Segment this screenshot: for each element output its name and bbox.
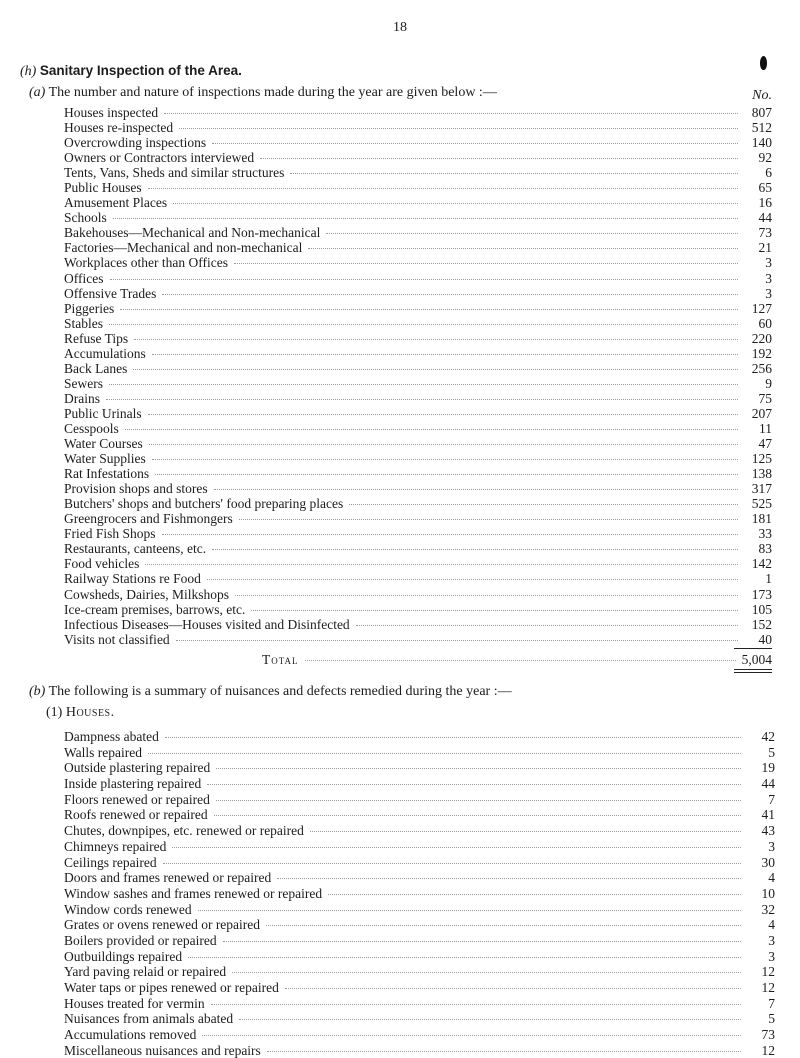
leader-dots (285, 988, 741, 989)
inspection-row (64, 255, 772, 270)
leader-dots (251, 610, 738, 611)
row-value: 256 (751, 360, 772, 376)
leader-dots (110, 279, 739, 280)
row-label: Ceilings repaired (64, 854, 157, 870)
leader-dots (148, 188, 738, 189)
inspection-row (64, 376, 772, 391)
inspection-row (64, 165, 772, 180)
row-value: 7 (768, 995, 775, 1011)
row-value: 12 (761, 1042, 775, 1058)
leader-dots (148, 414, 738, 415)
leader-dots (148, 753, 741, 754)
part-a-intro (29, 85, 497, 101)
inspection-row-line (64, 180, 772, 195)
leader-dots (216, 800, 741, 801)
row-value: 30 (761, 854, 775, 870)
inspection-row (64, 225, 772, 240)
leader-dots (173, 203, 738, 204)
row-value: 140 (751, 135, 772, 151)
subsection-heading (46, 705, 115, 721)
leader-dots (172, 847, 741, 848)
row-label: Inside plastering repaired (64, 776, 202, 792)
row-label: Piggeries (64, 300, 115, 316)
inspection-row (64, 556, 772, 571)
part-b-intro-text: The following is a summary of nuisances and defects remedied during the year :— (48, 684, 512, 699)
row-value: 75 (758, 390, 772, 406)
inspection-row-line (64, 225, 772, 240)
row-label: Sewers (64, 375, 103, 391)
row-value: 3 (765, 255, 772, 271)
row-label: Back Lanes (64, 360, 128, 376)
row-label: Floors renewed or repaired (64, 791, 210, 807)
row-value: 207 (751, 405, 772, 421)
inspection-row (64, 511, 772, 526)
ink-mark (760, 56, 767, 70)
leader-dots (290, 173, 738, 174)
inspection-row (64, 617, 772, 632)
row-label: Butchers' shops and butchers' food preparing places (64, 496, 344, 512)
leader-dots (212, 143, 738, 144)
leader-dots (133, 369, 738, 370)
row-value: 60 (758, 315, 772, 331)
inspection-row-line (64, 255, 772, 270)
row-label: Amusement Places (64, 195, 168, 211)
row-label: Greengrocers and Fishmongers (64, 511, 233, 527)
row-label: Water taps or pipes renewed or repaired (64, 980, 279, 995)
inspections-list (64, 105, 772, 647)
inspection-row-line (64, 511, 772, 526)
nuisances-list (64, 723, 775, 1058)
inspection-row (64, 406, 772, 421)
inspection-row-line (64, 451, 772, 466)
row-label: Ice-cream premises, barrows, etc. (64, 601, 246, 617)
row-label: Owners or Contractors interviewed (64, 150, 255, 166)
inspection-row (64, 316, 772, 331)
row-value: 4 (768, 870, 775, 886)
row-label: Grates or ovens renewed or repaired (64, 917, 261, 933)
leader-dots (149, 444, 738, 445)
leader-dots (239, 519, 738, 520)
row-label: Public Urinals (64, 405, 142, 421)
leader-dots (349, 504, 738, 505)
leader-dots (125, 429, 738, 430)
total-rule (734, 648, 772, 649)
row-label: Accumulations removed (64, 1027, 197, 1043)
total-label: Total (262, 652, 299, 667)
row-value: 9 (765, 375, 772, 391)
inspection-row (64, 587, 772, 602)
inspection-row (64, 481, 772, 496)
inspection-row (64, 602, 772, 617)
row-label: Stables (64, 315, 103, 331)
row-value: 32 (761, 901, 775, 917)
page-number: 18 (393, 20, 407, 35)
leader-dots (308, 248, 738, 249)
leader-dots (188, 957, 741, 958)
inspection-row-line (64, 556, 772, 571)
inspection-row-line (64, 286, 772, 301)
leader-dots (145, 564, 738, 565)
inspection-row-line (64, 376, 772, 391)
inspection-row-line (64, 165, 772, 180)
inspection-row (64, 496, 772, 511)
row-label: Drains (64, 390, 100, 406)
row-value: 173 (751, 586, 772, 602)
row-value: 42 (761, 729, 775, 744)
inspection-row (64, 391, 772, 406)
row-value: 44 (761, 776, 775, 792)
row-label: Yard paving relaid or repaired (64, 964, 227, 980)
row-value: 3 (765, 270, 772, 286)
row-label: Roofs renewed or repaired (64, 807, 208, 823)
row-label: Nuisances from animals abated (64, 1011, 234, 1027)
row-value: 4 (768, 917, 775, 933)
row-label: Chutes, downpipes, etc. renewed or repaired (64, 823, 304, 839)
inspection-row-line (64, 271, 772, 286)
leader-dots (162, 294, 738, 295)
row-value: 73 (761, 1027, 775, 1043)
leader-dots (152, 459, 738, 460)
inspection-row-line (64, 316, 772, 331)
leader-dots (106, 399, 738, 400)
part-b-letter: (b) (29, 684, 46, 699)
inspection-row-line (64, 135, 772, 150)
inspection-row (64, 210, 772, 225)
row-value: 3 (768, 948, 775, 964)
row-value: 40 (758, 631, 772, 647)
row-label: Tents, Vans, Sheds and similar structures (64, 165, 285, 181)
row-label: Outbuildings repaired (64, 948, 183, 964)
row-label: Refuse Tips (64, 330, 129, 346)
section-letter: (h) (20, 64, 37, 79)
row-label: Offices (64, 270, 104, 286)
leader-dots (109, 324, 738, 325)
row-label: Infectious Diseases—Houses visited and Disinfected (64, 616, 350, 632)
leader-dots (198, 910, 741, 911)
inspection-row-line (64, 331, 772, 346)
inspection-row (64, 195, 772, 210)
row-value: 3 (768, 932, 775, 948)
row-value: 44 (758, 210, 772, 226)
row-label: Overcrowding inspections (64, 135, 207, 151)
inspection-row-line (64, 541, 772, 556)
leader-dots (260, 158, 738, 159)
row-value: 16 (758, 195, 772, 211)
leader-dots (207, 784, 741, 785)
row-value: 192 (751, 345, 772, 361)
subsection-number: (1) (46, 705, 63, 720)
row-label: Bakehouses—Mechanical and Non-mechanical (64, 225, 321, 241)
leader-dots (165, 737, 741, 738)
inspection-row-line (64, 301, 772, 316)
inspection-row (64, 135, 772, 150)
leader-dots (267, 1051, 741, 1052)
row-value: 512 (751, 120, 772, 136)
inspection-row-line (64, 120, 772, 135)
inspection-row (64, 541, 772, 556)
row-value: 807 (751, 105, 772, 120)
row-label: Workplaces other than Offices (64, 255, 228, 271)
row-label: Public Houses (64, 180, 142, 196)
row-value: 12 (761, 980, 775, 995)
leader-dots (214, 815, 741, 816)
row-label: Restaurants, canteens, etc. (64, 541, 207, 557)
row-label: Railway Stations re Food (64, 571, 201, 587)
row-label: Houses inspected (64, 105, 159, 120)
inspection-row (64, 346, 772, 361)
row-label: Miscellaneous nuisances and repairs (64, 1042, 261, 1058)
inspection-row-line (64, 391, 772, 406)
part-b-intro (29, 684, 512, 700)
inspection-row-line (64, 496, 772, 511)
row-value: 5 (768, 1011, 775, 1027)
column-header-no: No. (752, 88, 772, 103)
row-value: 125 (751, 451, 772, 467)
row-value: 21 (758, 240, 772, 256)
leader-dots (234, 263, 738, 264)
inspection-row-line (64, 571, 772, 586)
leader-dots (163, 863, 741, 864)
inspection-row (64, 571, 772, 586)
nuisance-row (64, 864, 775, 886)
section-heading: Sanitary Inspection of the Area. (39, 63, 242, 78)
leader-dots (212, 549, 738, 550)
inspection-row-line (64, 361, 772, 376)
leader-dots (207, 579, 738, 580)
leader-dots (328, 894, 741, 895)
inspection-row (64, 150, 772, 165)
nuisance-row (64, 739, 775, 760)
row-label: Houses treated for vermin (64, 995, 205, 1011)
leader-dots (202, 1035, 741, 1036)
leader-dots (164, 113, 738, 114)
row-label: Water Courses (64, 436, 143, 452)
inspection-row-line (64, 526, 772, 541)
inspection-row-line (64, 346, 772, 361)
inspection-row-line (64, 240, 772, 255)
row-value: 5 (768, 744, 775, 760)
inspection-row (64, 286, 772, 301)
inspection-row (64, 105, 772, 120)
leader-dots (179, 128, 738, 129)
inspection-row-line (64, 617, 772, 632)
row-value: 41 (761, 807, 775, 823)
inspection-row-line (64, 466, 772, 481)
inspection-row (64, 421, 772, 436)
row-value: 105 (751, 601, 772, 617)
row-value: 47 (758, 436, 772, 452)
nuisance-row (64, 754, 775, 776)
inspection-row (64, 632, 772, 647)
row-label: Food vehicles (64, 556, 140, 572)
inspection-row-line (64, 150, 772, 165)
inspection-row (64, 451, 772, 466)
row-value: 65 (758, 180, 772, 196)
leader-dots (356, 625, 738, 626)
row-label: Rat Infestations (64, 466, 150, 482)
row-value: 11 (759, 420, 772, 436)
row-value: 127 (751, 300, 772, 316)
row-value: 83 (758, 541, 772, 557)
total-double-rule (734, 669, 772, 673)
part-a-intro-text: The number and nature of inspections made during the year are given below :— (48, 85, 497, 100)
row-value: 142 (751, 556, 772, 572)
leader-dots (162, 534, 738, 535)
row-label: Schools (64, 210, 107, 226)
inspection-row-line (64, 105, 772, 120)
row-value: 19 (761, 760, 775, 776)
total-leader-dots (305, 660, 736, 661)
nuisance-row (64, 849, 775, 870)
row-label: Houses re-inspected (64, 120, 174, 136)
row-label: Fried Fish Shops (64, 526, 156, 542)
row-value: 73 (758, 225, 772, 241)
row-label: Offensive Trades (64, 285, 157, 301)
leader-dots (232, 972, 741, 973)
leader-dots (310, 831, 741, 832)
leader-dots (239, 1019, 741, 1020)
leader-dots (120, 309, 738, 310)
inspection-row-line (64, 406, 772, 421)
leader-dots (211, 1004, 741, 1005)
row-value: 525 (751, 496, 772, 512)
leader-dots (235, 595, 738, 596)
row-label: Outside plastering repaired (64, 760, 211, 776)
row-value: 138 (751, 466, 772, 482)
leader-dots (113, 218, 738, 219)
inspection-row-line (64, 587, 772, 602)
leader-dots (152, 354, 738, 355)
inspection-row-line (64, 436, 772, 451)
row-label: Chimneys repaired (64, 838, 167, 854)
nuisance-row (64, 723, 775, 744)
row-label: Cesspools (64, 420, 119, 436)
row-value: 3 (768, 838, 775, 854)
row-value: 10 (761, 885, 775, 901)
row-value: 33 (758, 526, 772, 542)
row-label: Walls repaired (64, 744, 143, 760)
leader-dots (216, 768, 741, 769)
row-label: Provision shops and stores (64, 481, 208, 497)
row-label: Accumulations (64, 345, 146, 361)
row-label: Doors and frames renewed or repaired (64, 870, 272, 886)
row-value: 181 (751, 511, 772, 527)
total-value: 5,004 (741, 652, 772, 667)
inspection-row-line (64, 421, 772, 436)
row-value: 43 (761, 823, 775, 839)
inspection-row-line (64, 210, 772, 225)
subsection-title: Houses. (65, 705, 115, 720)
row-value: 317 (751, 481, 772, 497)
inspection-row (64, 180, 772, 195)
row-label: Window sashes and frames renewed or repaired (64, 885, 323, 901)
inspection-row (64, 331, 772, 346)
row-label: Dampness abated (64, 729, 159, 744)
row-value: 3 (765, 285, 772, 301)
leader-dots (277, 878, 741, 879)
inspection-row (64, 301, 772, 316)
leader-dots (214, 489, 738, 490)
row-value: 7 (768, 791, 775, 807)
row-value: 92 (758, 150, 772, 166)
leader-dots (176, 640, 738, 641)
inspection-row (64, 271, 772, 286)
inspection-row-line (64, 602, 772, 617)
row-label: Factories—Mechanical and non-mechanical (64, 240, 303, 256)
row-label: Window cords renewed (64, 901, 192, 917)
row-value: 1 (765, 571, 772, 587)
leader-dots (223, 941, 741, 942)
section-title (20, 63, 242, 80)
leader-dots (134, 339, 738, 340)
leader-dots (326, 233, 738, 234)
row-label: Boilers provided or repaired (64, 932, 217, 948)
inspection-row (64, 361, 772, 376)
total-row (64, 652, 772, 667)
row-value: 6 (765, 165, 772, 181)
inspection-row (64, 466, 772, 481)
leader-dots (266, 925, 741, 926)
row-value: 152 (751, 616, 772, 632)
inspection-row (64, 120, 772, 135)
inspection-row-line (64, 632, 772, 647)
inspection-row (64, 240, 772, 255)
inspection-row (64, 526, 772, 541)
leader-dots (109, 384, 738, 385)
inspection-row (64, 436, 772, 451)
row-value: 12 (761, 964, 775, 980)
row-label: Cowsheds, Dairies, Milkshops (64, 586, 229, 602)
row-label: Visits not classified (64, 631, 170, 647)
leader-dots (155, 474, 738, 475)
inspection-row-line (64, 195, 772, 210)
row-value: 220 (751, 330, 772, 346)
inspection-row-line (64, 481, 772, 496)
part-a-letter: (a) (29, 85, 46, 100)
row-label: Water Supplies (64, 451, 146, 467)
